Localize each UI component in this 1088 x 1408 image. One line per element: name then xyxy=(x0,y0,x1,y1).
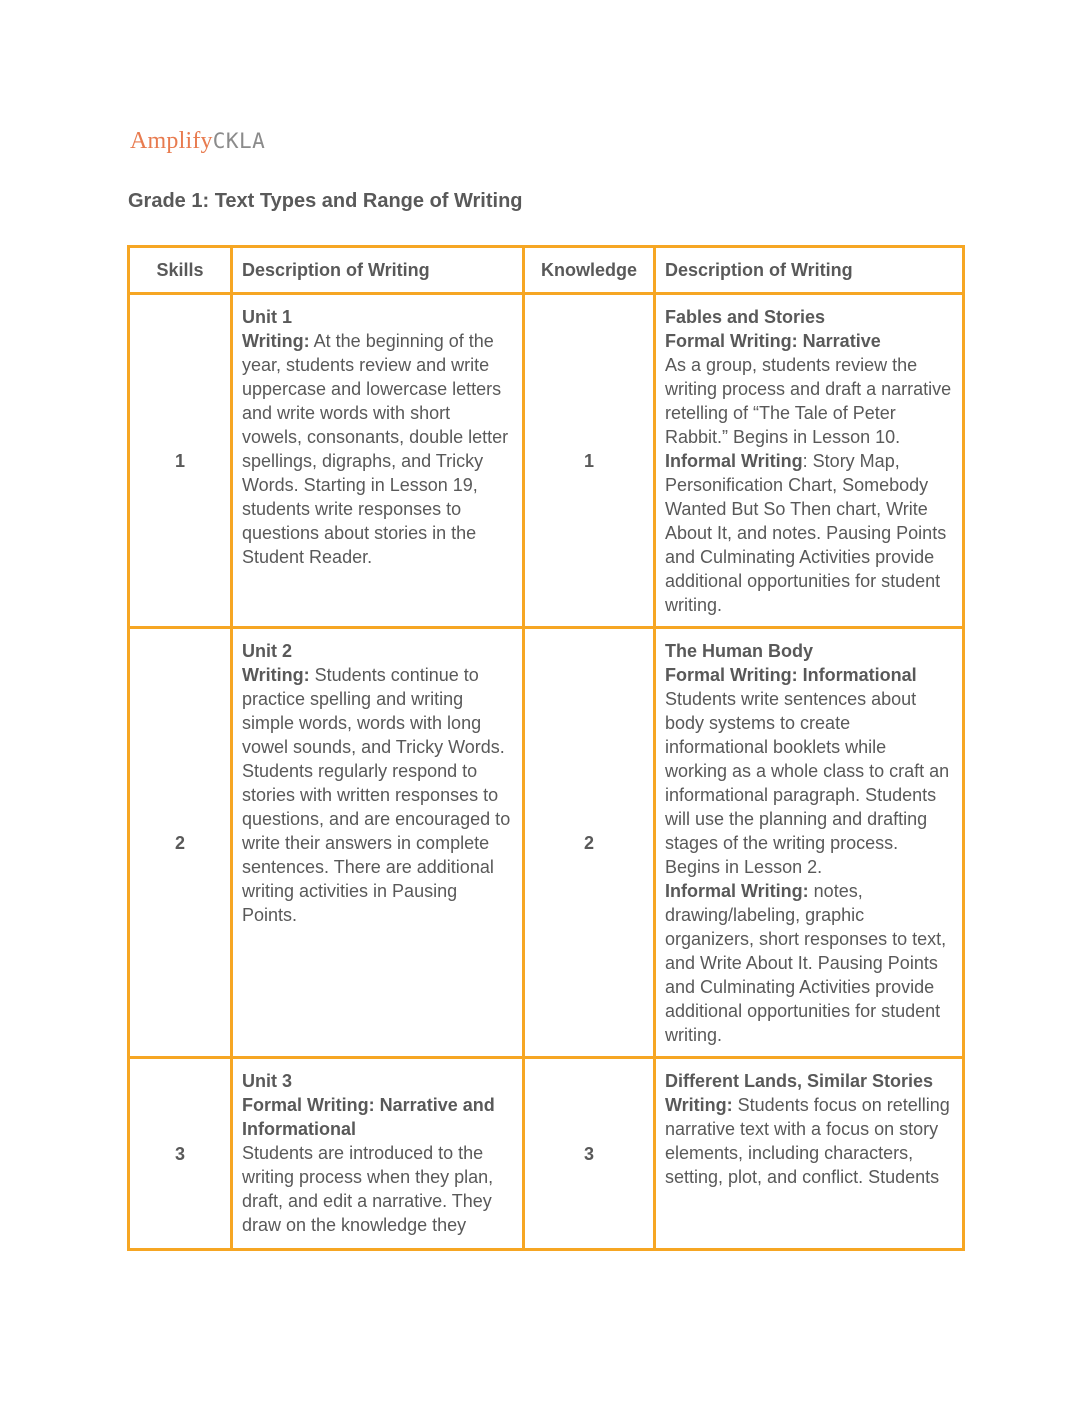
informal-writing xyxy=(665,879,953,1047)
writing-label: Writing: xyxy=(242,665,310,685)
skills-description xyxy=(232,1058,524,1250)
skills-description xyxy=(232,628,524,1058)
informal-writing-text: notes, drawing/labeling, graphic organizers, short responses to text, and Write About It. Pausing Points and Culminating Activities provide additional opportunities for student writing. xyxy=(665,881,947,1045)
unit-body xyxy=(242,329,513,569)
table-row xyxy=(129,628,964,1058)
skills-description xyxy=(232,294,524,628)
knowledge-domain-number: 2 xyxy=(524,628,655,1058)
unit-body xyxy=(242,663,513,927)
logo-product: CKLA xyxy=(212,129,266,153)
formal-writing-label: Formal Writing: Informational xyxy=(665,665,917,685)
unit-heading: Unit 1 xyxy=(242,307,293,327)
header-skills: Skills xyxy=(129,247,232,294)
header-knowledge-description: Description of Writing xyxy=(655,247,964,294)
domain-heading: Fables and Stories xyxy=(665,307,826,327)
informal-writing-label: Informal Writing: xyxy=(665,881,809,901)
writing-text: Students continue to practice spelling and writing simple words, words with long vowel sounds, and Tricky Words. Students regularly respond to stories with written responses to questions, and are encouraged to write their answers in complete sentences. There are additional writing activities in Pausing Points. xyxy=(242,665,511,925)
writing-text: Students focus on retelling narrative text with a focus on story elements, including characters, setting, plot, and conflict. Students xyxy=(665,1095,950,1187)
writing-text: At the beginning of the year, students review and write uppercase and lowercase letters and write words with short vowels, consonants, double letter spellings, digraphs, and Tricky Words. Starting in Lesson 19, students write responses to questions about stories in the Student Reader. xyxy=(242,331,509,567)
knowledge-domain-number: 3 xyxy=(524,1058,655,1250)
header-skills-description: Description of Writing xyxy=(232,247,524,294)
unit-heading: Unit 3 xyxy=(242,1071,293,1091)
skills-unit-number: 2 xyxy=(129,628,232,1058)
skills-unit-number: 3 xyxy=(129,1058,232,1250)
formal-writing-label: Formal Writing: Narrative xyxy=(665,331,881,351)
domain-heading: The Human Body xyxy=(665,641,814,661)
header-knowledge: Knowledge xyxy=(524,247,655,294)
formal-writing-text: Students write sentences about body systems to create informational booklets while working as a whole class to craft an informational paragraph. Students will use the planning and drafting stages of the writing process. Begins in Lesson 2. xyxy=(665,689,950,877)
writing-table xyxy=(127,245,965,1251)
formal-writing-text: As a group, students review the writing process and draft a narrative retelling of “The Tale of Peter Rabbit.” Begins in Lesson 10. xyxy=(665,355,952,447)
knowledge-description xyxy=(655,1058,964,1250)
formal-writing-label: Formal Writing: Narrative and Informational xyxy=(242,1095,495,1139)
table-row xyxy=(129,294,964,628)
domain-heading: Different Lands, Similar Stories xyxy=(665,1071,934,1091)
amplify-ckla-logo xyxy=(130,124,265,158)
writing-body xyxy=(665,1093,953,1189)
table-row xyxy=(129,1058,964,1250)
informal-writing-label: Informal Writing xyxy=(665,451,803,471)
knowledge-domain-number: 1 xyxy=(524,294,655,628)
writing-label: Writing: xyxy=(242,331,310,351)
writing-label: Writing: xyxy=(665,1095,733,1115)
knowledge-description xyxy=(655,628,964,1058)
informal-writing-text: : Story Map, Personification Chart, Somebody Wanted But So Then chart, Write About It, and notes. Pausing Points and Culminating Activities provide additional opportunities for student writing. xyxy=(665,451,947,615)
page-title: Grade 1: Text Types and Range of Writing xyxy=(128,190,523,212)
knowledge-description xyxy=(655,294,964,628)
formal-writing-text: Students are introduced to the writing process when they plan, draft, and edit a narrative. They draw on the knowledge they xyxy=(242,1143,494,1235)
informal-writing xyxy=(665,449,953,617)
logo-brand: Amplify xyxy=(130,128,213,154)
table-header-row xyxy=(129,247,964,294)
skills-unit-number: 1 xyxy=(129,294,232,628)
unit-heading: Unit 2 xyxy=(242,641,293,661)
